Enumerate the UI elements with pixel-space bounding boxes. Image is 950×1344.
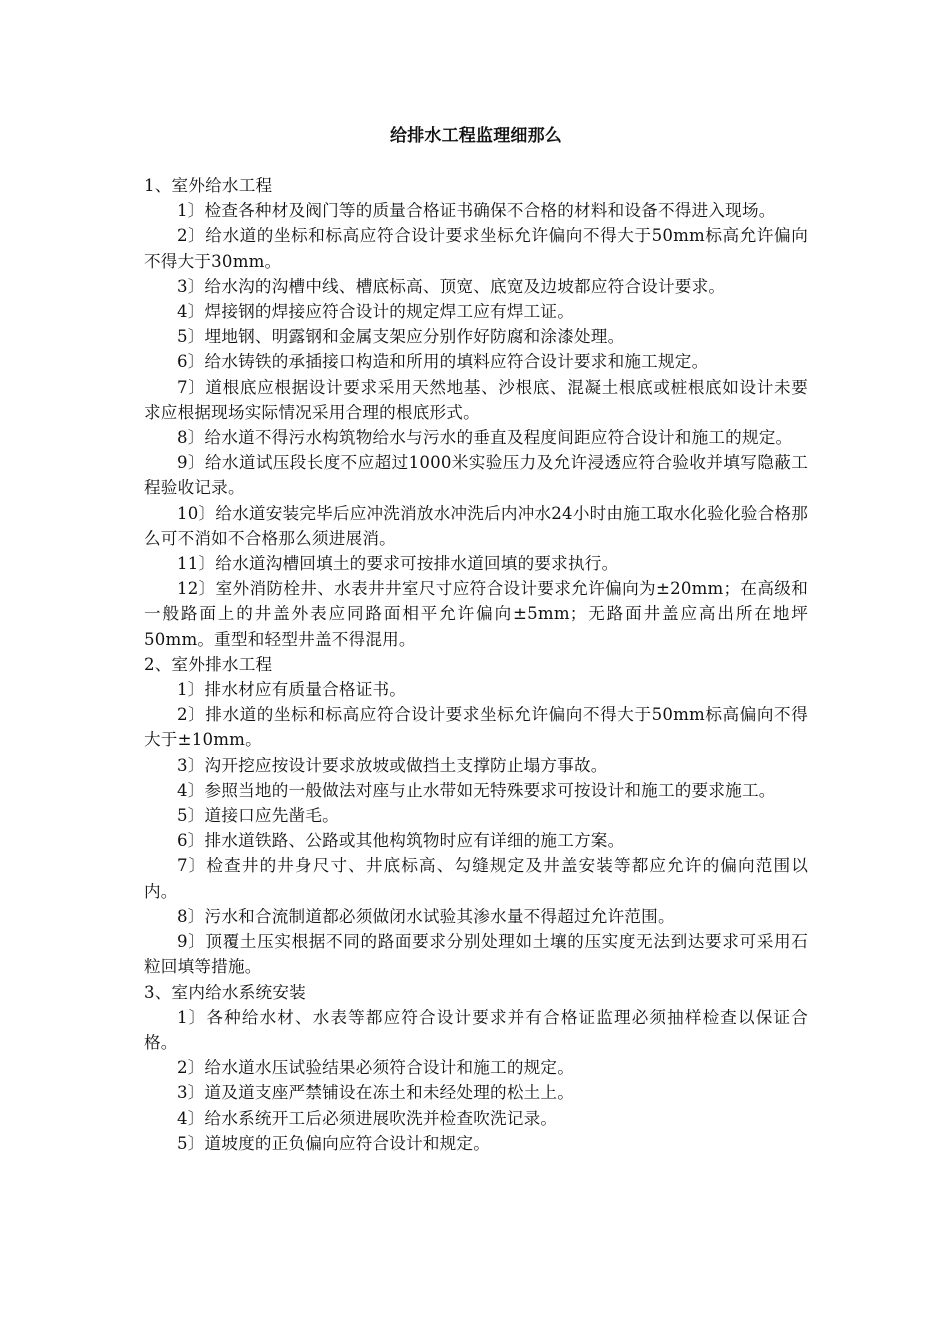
section-heading: 1、室外给水工程 <box>144 176 273 195</box>
section-outdoor-water-supply <box>144 173 808 652</box>
paragraph: 10〕给水道安装完毕后应冲洗消放水冲洗后内冲水24小时由施工取水化验化验合格那么可不消如不合格那么须进展消。 <box>144 503 808 548</box>
paragraph: 4〕焊接钢的焊接应符合设计的规定焊工应有焊工证。 <box>177 302 575 322</box>
paragraph: 1〕各种给水材、水表等都应符合设计要求并有合格证监理必须抽样检查以保证合格。 <box>144 1007 808 1052</box>
section-outdoor-drainage <box>144 652 808 980</box>
paragraph: 11〕给水道沟槽回填土的要求可按排水道回填的要求执行。 <box>177 554 619 574</box>
paragraph: 1〕检查各种材及阀门等的质量合格证书确保不合格的材料和设备不得进入现场。 <box>177 201 776 221</box>
paragraph: 7〕检查井的井身尺寸、井底标高、勾缝规定及井盖安装等都应允许的偏向范围以内。 <box>144 856 808 901</box>
paragraph: 5〕埋地钢、明露钢和金属支架应分别作好防腐和涂漆处理。 <box>177 327 625 347</box>
document-title: 给排水工程监理细那么 <box>390 126 562 146</box>
document-body <box>144 173 808 1156</box>
paragraph: 2〕给水道水压试验结果必须符合设计和施工的规定。 <box>177 1058 575 1078</box>
paragraph: 2〕给水道的坐标和标高应符合设计要求坐标允许偏向不得大于50mm标高允许偏向不得大于30mm。 <box>144 226 808 271</box>
paragraph: 2〕排水道的坐标和标高应符合设计要求坐标允许偏向不得大于50mm标高偏向不得大于±10mm。 <box>144 705 808 750</box>
section-heading: 2、室外排水工程 <box>144 654 273 674</box>
paragraph: 3〕沟开挖应按设计要求放坡或做挡土支撑防止塌方事故。 <box>177 755 608 775</box>
paragraph: 12〕室外消防栓井、水表井井室尺寸应符合设计要求允许偏向为±20mm；在高级和一般路面上的井盖外表应同路面相平允许偏向±5mm；无路面井盖应高出所在地坪50mm。重型和轻型井盖不得混用。 <box>144 579 808 649</box>
paragraph: 8〕污水和合流制道都必须做闭水试验其渗水量不得超过允许范围。 <box>177 906 675 926</box>
paragraph: 6〕给水铸铁的承插接口构造和所用的填料应符合设计要求和施工规定。 <box>177 352 709 372</box>
section-heading: 3、室内给水系统安装 <box>144 982 306 1002</box>
paragraph: 8〕给水道不得污水构筑物给水与污水的垂直及程度间距应符合设计和施工的规定。 <box>177 428 793 448</box>
paragraph: 9〕顶覆土压实根据不同的路面要求分别处理如土壤的压实度无法到达要求可采用石粒回填等措施。 <box>144 932 808 977</box>
paragraph: 5〕道接口应先凿毛。 <box>177 806 339 826</box>
paragraph: 7〕道根底应根据设计要求采用天然地基、沙根底、混凝土根底或桩根底如设计未要求应根据现场实际情况采用合理的根底形式。 <box>144 377 808 422</box>
paragraph: 3〕给水沟的沟槽中线、槽底标高、顶宽、底宽及边坡都应符合设计要求。 <box>177 276 726 296</box>
paragraph: 5〕道坡度的正负偏向应符合设计和规定。 <box>177 1133 491 1153</box>
paragraph: 6〕排水道铁路、公路或其他构筑物时应有详细的施工方案。 <box>177 831 625 851</box>
paragraph: 4〕给水系统开工后必须进展吹洗并检查吹洗记录。 <box>177 1108 558 1128</box>
paragraph: 4〕参照当地的一般做法对座与止水带如无特殊要求可按设计和施工的要求施工。 <box>177 780 776 800</box>
paragraph: 3〕道及道支座严禁铺设在冻土和未经处理的松土上。 <box>177 1083 575 1103</box>
section-indoor-water-supply <box>144 980 808 1156</box>
paragraph: 9〕给水道试压段长度不应超过1000米实验压力及允许浸透应符合验收并填写隐蔽工程验收记录。 <box>144 453 808 498</box>
paragraph: 1〕排水材应有质量合格证书。 <box>177 680 407 700</box>
